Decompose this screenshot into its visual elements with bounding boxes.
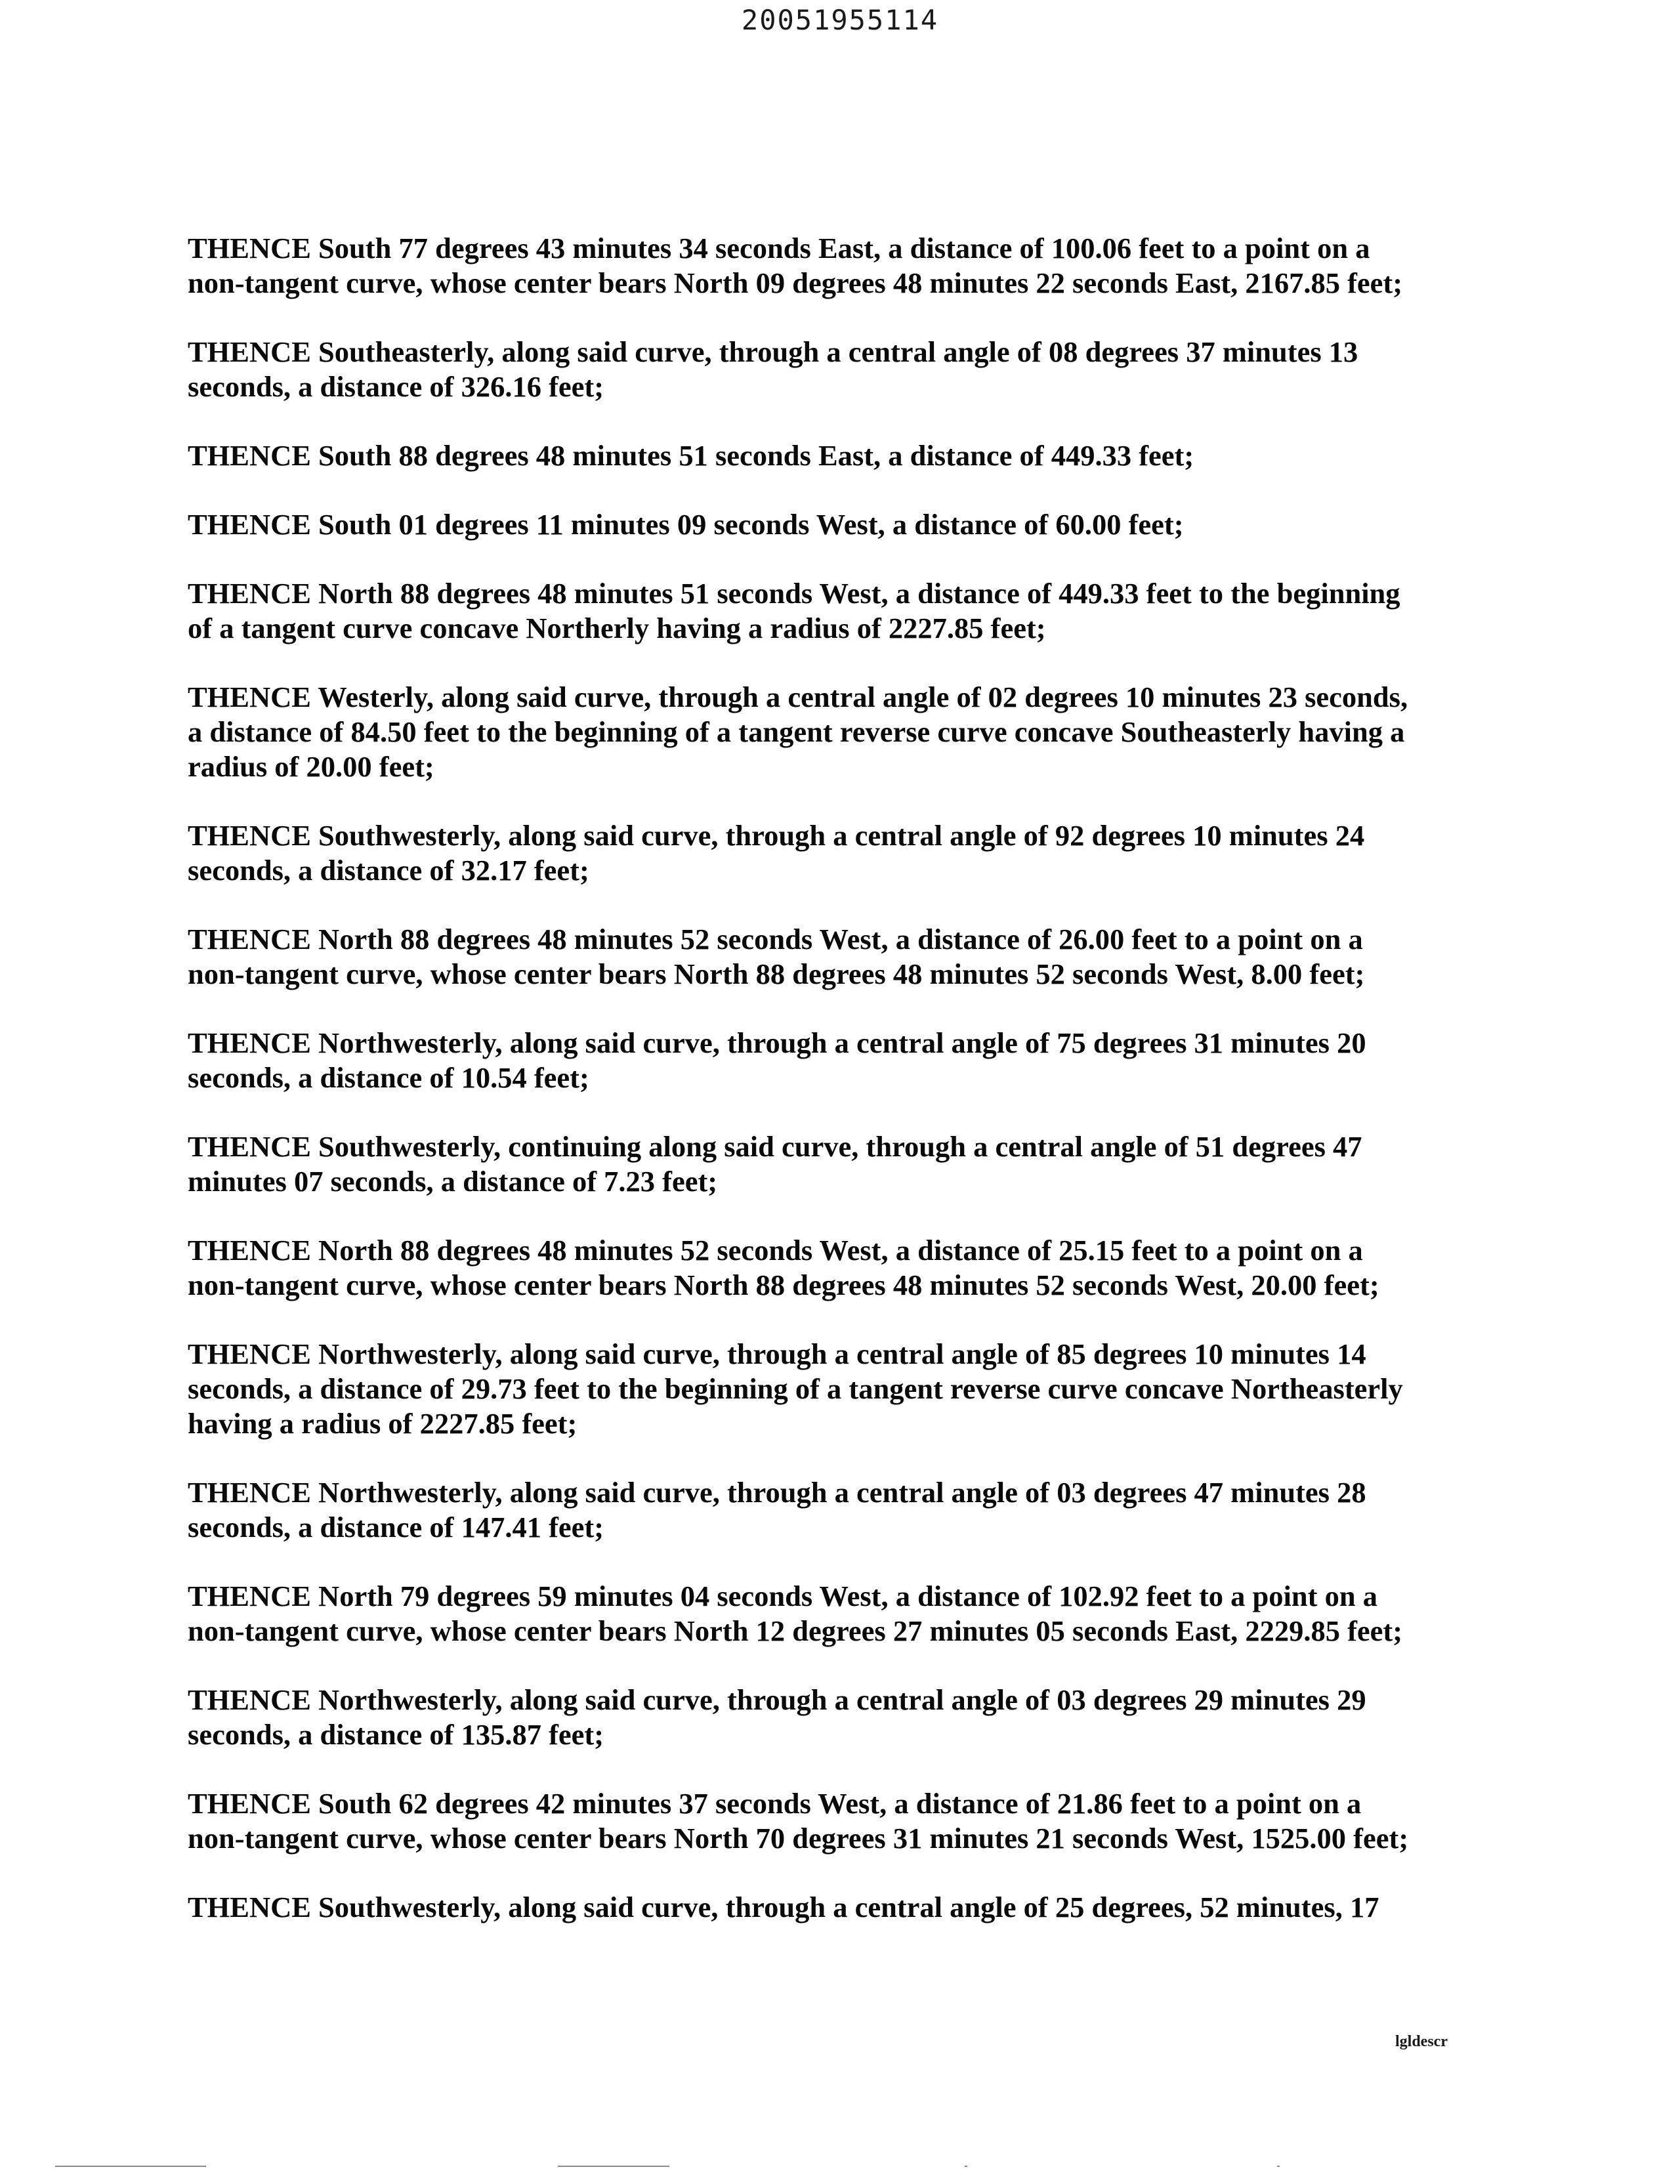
text-line: THENCE North 88 degrees 48 minutes 52 seconds West, a distance of 25.15 feet to a point on a: [188, 1234, 1363, 1267]
text-line: seconds, a distance of 326.16 feet;: [188, 370, 604, 403]
footer-code: lgldescr: [1395, 2033, 1448, 2050]
text-line: THENCE Southeasterly, along said curve, through a central angle of 08 degrees 37 minutes 13: [188, 335, 1358, 368]
scan-speck: [55, 2166, 206, 2167]
text-line: a distance of 84.50 feet to the beginning of a tangent reverse curve concave Southeasterly having a: [188, 715, 1405, 748]
paragraph-17: [188, 1890, 1651, 1925]
paragraph-4: [188, 507, 1651, 542]
text-line: seconds, a distance of 32.17 feet;: [188, 854, 589, 887]
paragraph-6: [188, 680, 1651, 784]
text-line: THENCE Northwesterly, along said curve, through a central angle of 03 degrees 29 minutes 29: [188, 1683, 1366, 1716]
text-line: of a tangent curve concave Northerly having a radius of 2227.85 feet;: [188, 612, 1046, 644]
text-line: non-tangent curve, whose center bears North 09 degrees 48 minutes 22 seconds East, 2167.85 feet;: [188, 266, 1403, 299]
text-line: minutes 07 seconds, a distance of 7.23 feet;: [188, 1165, 718, 1198]
paragraph-1: [188, 231, 1651, 301]
scan-speck: [558, 2166, 669, 2167]
scan-speck: [1277, 2166, 1280, 2167]
scan-speck: [965, 2166, 967, 2167]
text-line: THENCE South 88 degrees 48 minutes 51 seconds East, a distance of 449.33 feet;: [188, 439, 1194, 472]
paragraph-12: [188, 1337, 1651, 1441]
paragraph-13: [188, 1475, 1651, 1545]
text-line: THENCE Southwesterly, along said curve, through a central angle of 92 degrees 10 minutes 24: [188, 819, 1365, 852]
paragraph-14: [188, 1579, 1651, 1648]
paragraph-16: [188, 1786, 1651, 1856]
paragraph-10: [188, 1129, 1651, 1199]
text-line: non-tangent curve, whose center bears North 88 degrees 48 minutes 52 seconds West, 8.00 feet;: [188, 957, 1365, 990]
paragraph-7: [188, 818, 1651, 888]
text-line: THENCE Southwesterly, along said curve, through a central angle of 25 degrees, 52 minutes, 17: [188, 1891, 1379, 1923]
text-line: non-tangent curve, whose center bears North 70 degrees 31 minutes 21 seconds West, 1525.00 feet;: [188, 1822, 1409, 1855]
text-line: having a radius of 2227.85 feet;: [188, 1407, 578, 1440]
text-line: non-tangent curve, whose center bears North 88 degrees 48 minutes 52 seconds West, 20.00 feet;: [188, 1269, 1379, 1301]
text-line: THENCE South 01 degrees 11 minutes 09 seconds West, a distance of 60.00 feet;: [188, 508, 1184, 541]
paragraph-11: [188, 1233, 1651, 1303]
paragraph-2: [188, 335, 1651, 404]
text-line: THENCE South 77 degrees 43 minutes 34 seconds East, a distance of 100.06 feet to a point on a: [188, 232, 1370, 264]
paragraph-8: [188, 922, 1651, 992]
paragraph-5: [188, 576, 1651, 646]
text-line: THENCE Southwesterly, continuing along said curve, through a central angle of 51 degrees 47: [188, 1130, 1362, 1163]
document-number: 20051955114: [741, 4, 939, 36]
text-line: THENCE Northwesterly, along said curve, through a central angle of 03 degrees 47 minutes 28: [188, 1476, 1366, 1509]
text-line: THENCE Northwesterly, along said curve, through a central angle of 75 degrees 31 minutes 20: [188, 1026, 1366, 1059]
text-line: seconds, a distance of 135.87 feet;: [188, 1718, 604, 1751]
text-line: seconds, a distance of 29.73 feet to the beginning of a tangent reverse curve concave Northeasterly: [188, 1372, 1403, 1405]
paragraph-3: [188, 438, 1651, 473]
text-line: THENCE South 62 degrees 42 minutes 37 seconds West, a distance of 21.86 feet to a point on a: [188, 1787, 1362, 1820]
paragraph-15: [188, 1683, 1651, 1752]
text-line: THENCE North 88 degrees 48 minutes 52 seconds West, a distance of 26.00 feet to a point on a: [188, 923, 1363, 956]
text-line: radius of 20.00 feet;: [188, 750, 434, 783]
text-line: seconds, a distance of 147.41 feet;: [188, 1511, 604, 1544]
text-line: THENCE North 79 degrees 59 minutes 04 seconds West, a distance of 102.92 feet to a point on a: [188, 1580, 1377, 1612]
text-line: THENCE Westerly, along said curve, through a central angle of 02 degrees 10 minutes 23 seconds,: [188, 681, 1408, 713]
text-line: non-tangent curve, whose center bears North 12 degrees 27 minutes 05 seconds East, 2229.85 feet;: [188, 1614, 1403, 1647]
text-line: THENCE North 88 degrees 48 minutes 51 seconds West, a distance of 449.33 feet to the beginning: [188, 577, 1400, 610]
paragraph-9: [188, 1026, 1651, 1095]
text-line: THENCE Northwesterly, along said curve, through a central angle of 85 degrees 10 minutes 14: [188, 1337, 1366, 1370]
text-line: seconds, a distance of 10.54 feet;: [188, 1061, 589, 1094]
legal-description-body: [188, 231, 1651, 1959]
